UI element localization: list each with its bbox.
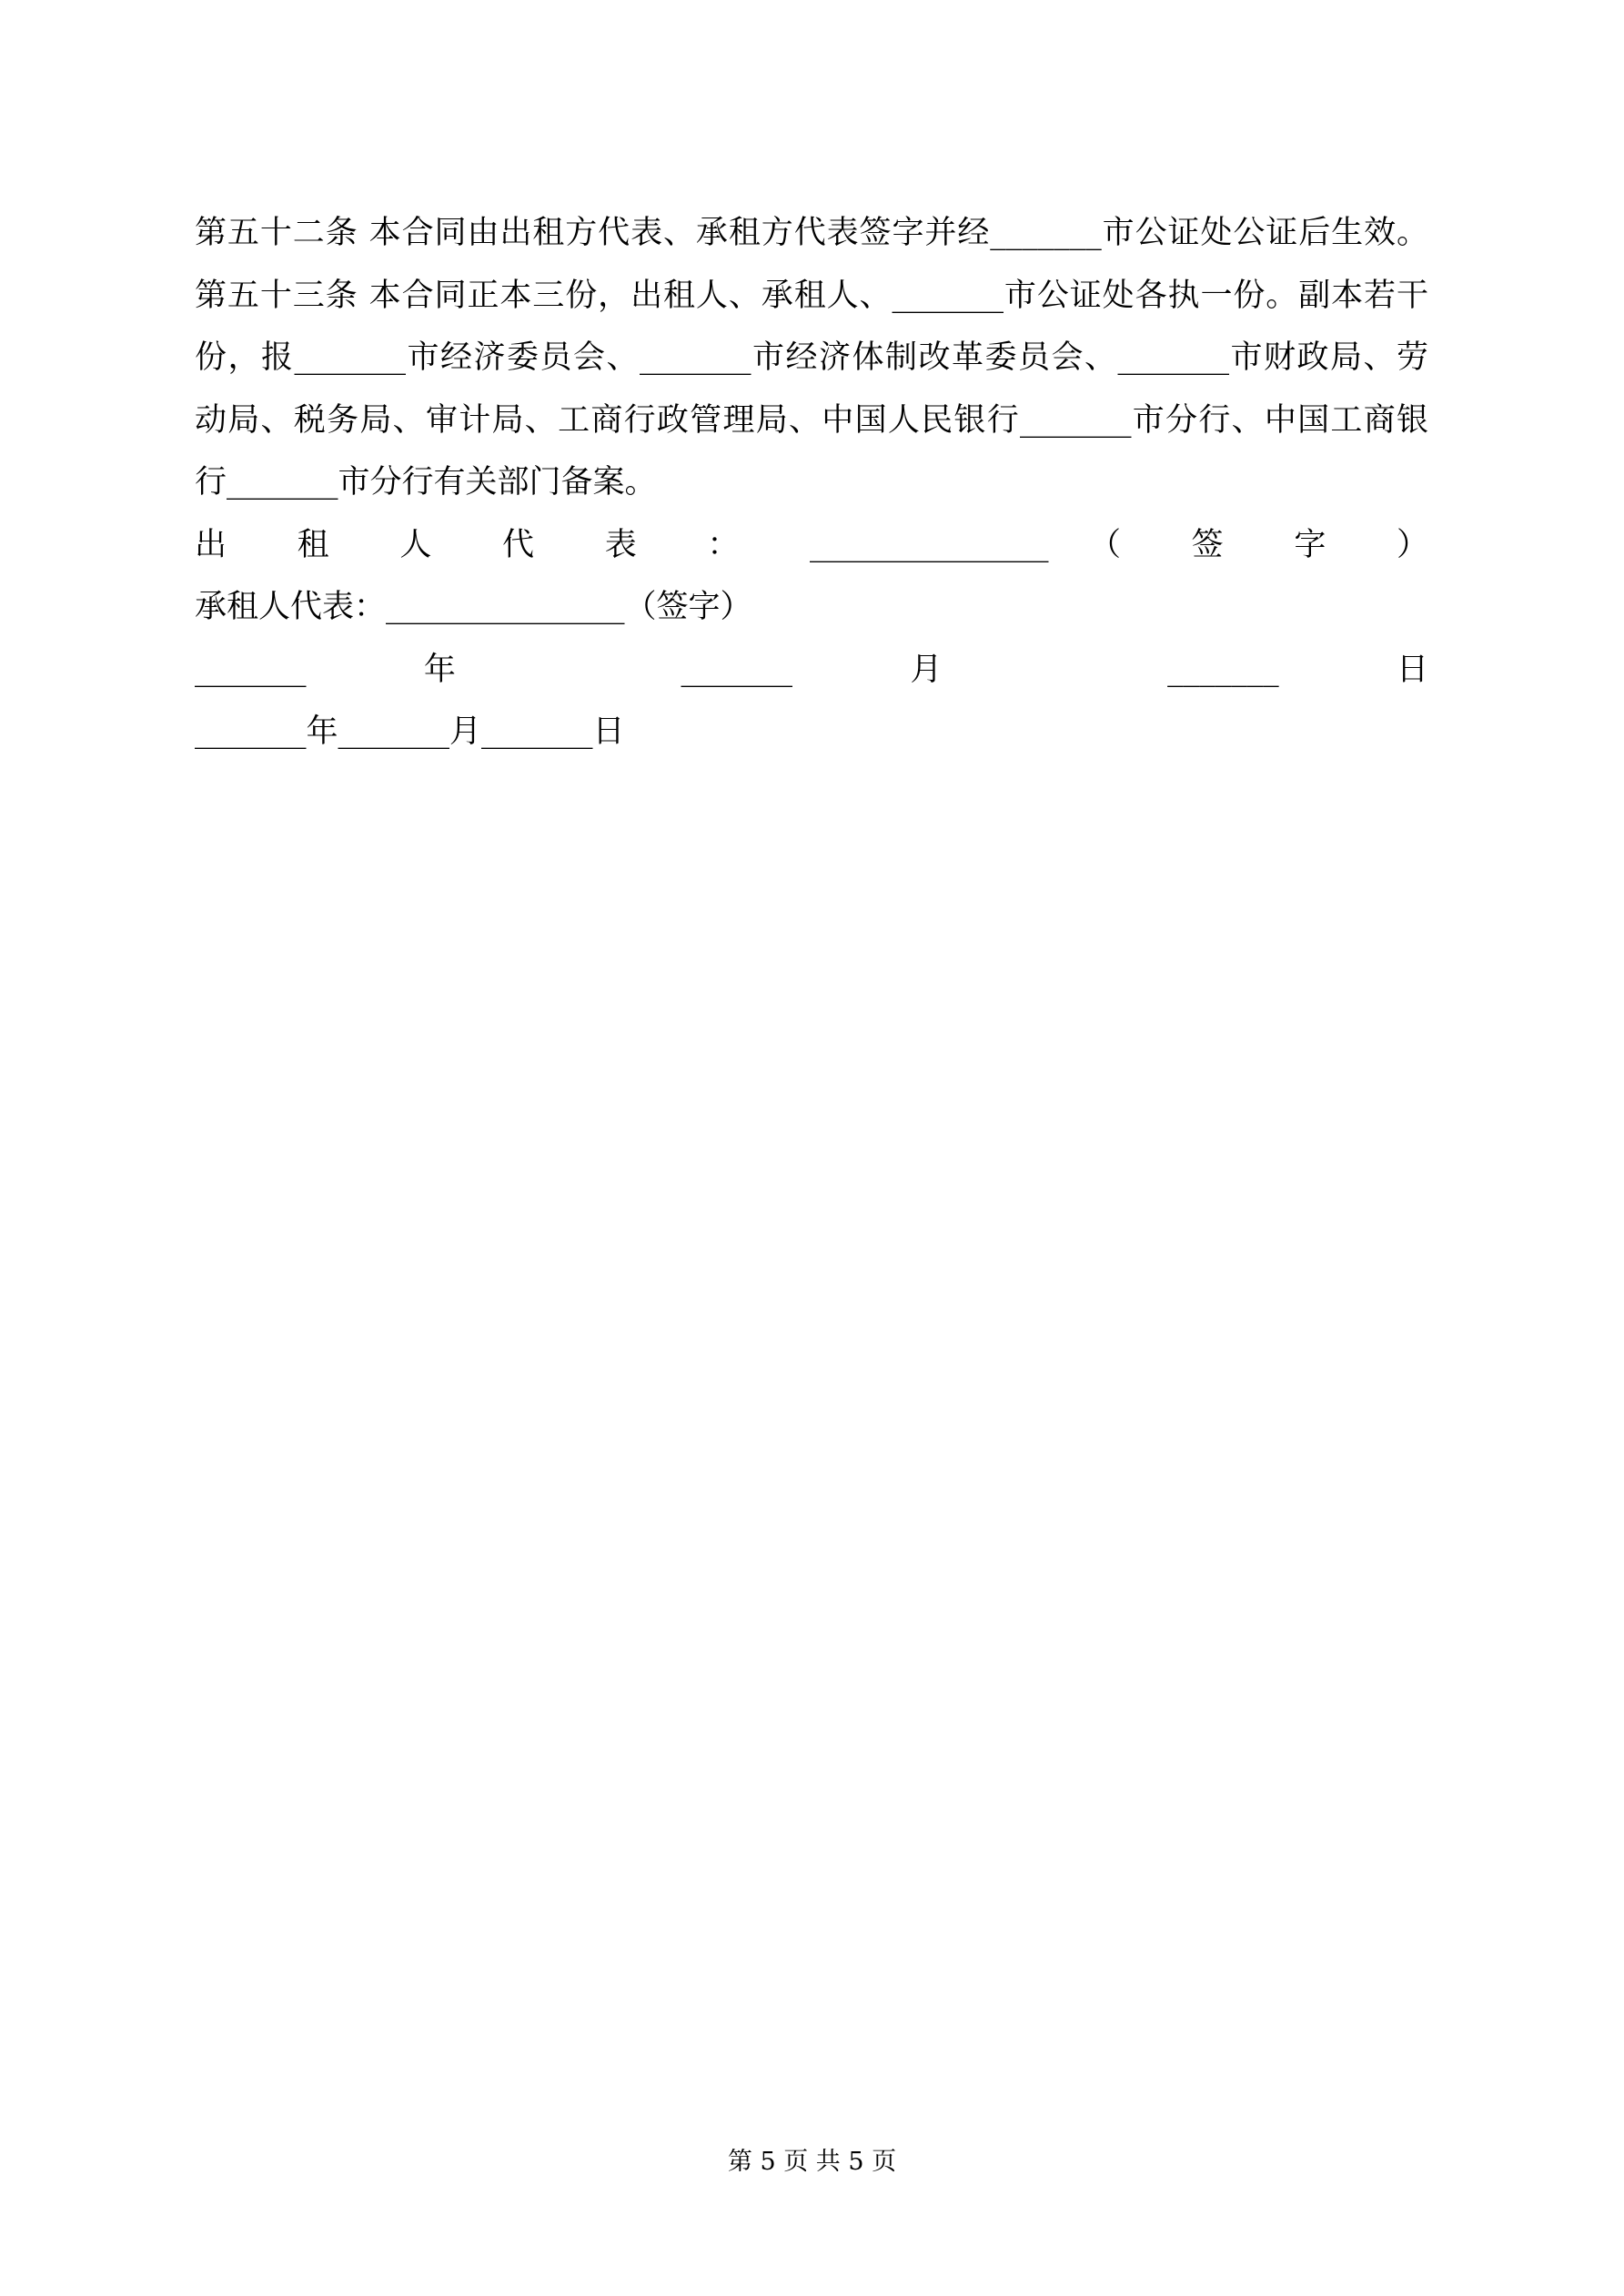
lessee-representative-signature-line: 承租人代表：_______________（签字） <box>195 589 752 625</box>
article-52-line: 第五十二条 本合同由出租方代表、承租方代表签字并经_______市公证处公证后生效。 <box>195 215 1428 251</box>
lessor-date-line: _______ 年 _______ 月 _______ 日 <box>195 651 1428 688</box>
article-53-line-3: 动局、税务局、审计局、工商行政管理局、中国人民银行_______市分行、中国工商银 <box>195 401 1428 439</box>
page-number-footer: 第 5 页 共 5 页 <box>727 2148 897 2176</box>
document-body <box>195 202 1428 764</box>
article-53-line-2: 份，报_______市经济委员会、_______市经济体制改革委员会、_______市财政局、劳 <box>195 339 1428 376</box>
lessor-representative-signature-line: 出 租 人 代 表 ： _______________ （ 签 字 ） <box>195 526 1428 563</box>
article-53-line-1: 第五十三条 本合同正本三份，出租人、承租人、_______市公证处各执一份。副本若干 <box>195 277 1428 314</box>
article-53-line-4: 行_______市分行有关部门备案。 <box>195 464 657 501</box>
lessee-date-line: _______年_______月_______日 <box>195 713 625 750</box>
